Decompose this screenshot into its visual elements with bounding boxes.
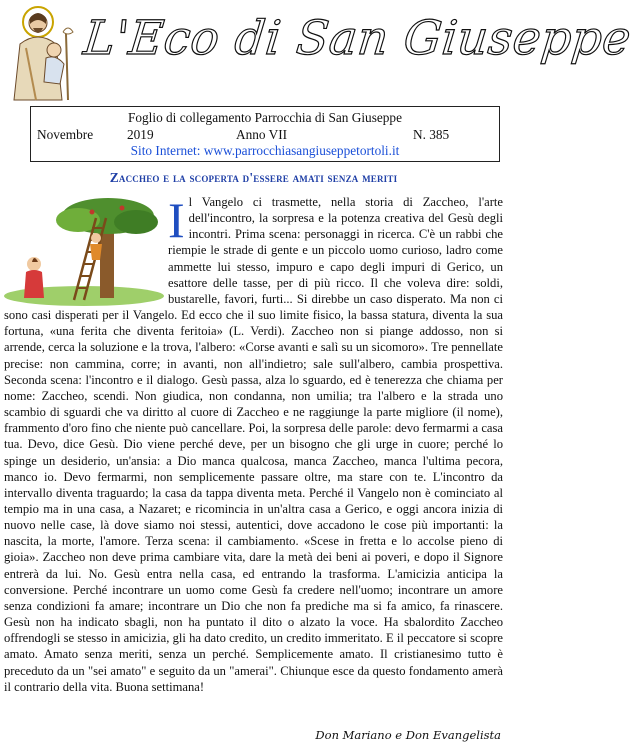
parish-info-box — [30, 106, 500, 162]
illustration-spacer — [4, 194, 168, 306]
article-signature: Don Mariano e Don Evangelista — [315, 728, 501, 742]
drop-cap: I — [168, 192, 185, 248]
parish-subtitle: Foglio di collegamento Parrocchia di San Giuseppe — [127, 110, 402, 125]
issue-number: N. 385 — [413, 127, 450, 142]
saint-joseph-with-child-icon — [6, 4, 78, 102]
article-body — [4, 194, 503, 695]
article-title: Zaccheo e la scoperta d'essere amati senza meriti — [109, 170, 398, 185]
issue-volume: Anno VII — [236, 127, 288, 142]
issue-month: Novembre — [37, 127, 94, 142]
article-text: l Vangelo ci trasmette, nella storia di Zaccheo, l'arte dell'incontro, la sorpresa e la potenza creativa del Gesù degli incontri. Prima scena: personaggi in ricerca. C'è un rabbi che riempie le strade di gente e un piccolo uomo curioso, ladro come ammette lui stesso, impuro e capo degli impuri di Gerico, un esattore delle tasse, per di più ricco. Il che voleva dire: soldi, bustarelle, favori, furti... Si direbbe un caso disperato. Ma non ci sono casi disperati per il Vangelo. Ed ecco che il suo limite fisico, la bassa statura, diventa la sua fortuna, «una ferita che diventa feritoia» (L. Verdi). Zaccheo non si piange addosso, non si arrende, cerca la soluzione e la trova, l'albero: «Corse avanti e salì su un sicomoro». Tre pennellate precise: non cammina, corre; in avanti, non all'indietro; sale sull'albero, cambia prospettiva. Seconda scena: l'incontro e il dialogo. Gesù passa, alza lo sguardo, ed è tenerezza che chiama per nome: Zaccheo, scendi. Non giudica, non condanna, non umilia; tra l'albero e la strada uno scambio di sguardi che va diritto al cuore di Zaccheo e ne raggiunge la parte migliore (il nome), frammento d'oro fino che niente può cancellare. Poi, la sorpresa delle parole: devo fermarmi a casa tua. Devo, dice Gesù. Dio viene perché deve, per un bisogno che gli urge in cuore; perché lo spinge un desiderio, un'ansia: a Dio manca qualcosa, manca Zaccheo, manca l'ultima pecora, manco io. Devo fermarmi, non semplicemente passare oltre, ma stare con te. L'incontro da intervallo diventa traguardo; la casa da tappa diventa meta. Perché il Vangelo non è cominciato al tempio ma in una casa, a Nazaret; e ricomincia in un'altra casa a Gerico, e oggi ancora inizia di nuovo nelle case, là dove siamo noi stessi, autentici, dove accadono le cose più importanti: la nascita, la morte, l'amore. Terza scena: il cambiamento. «Scese in fretta e lo accolse pieno di gioia». Zaccheo non deve prima cambiare vita, dare la metà dei beni ai poveri, e dopo il Signore entrerà da lui. No. Gesù entra nella casa, ed entrando la trasforma. L'amicizia anticipa la conversione. Perché incontrare un uomo come Gesù fa credere nell'uomo; incontrare un amore senza condizioni fa amare; incontrare un Dio che non fa prediche ma si fa amico, fa rinascere. Gesù non ha indicato sbagli, non ha puntato il dito o alzato la voce. Ha sbalordito Zaccheo offrendogli se stesso in amicizia, gli ha dato credito, un credito immeritato. E il peccatore si scopre amato. Amato senza meriti, senza un perché. Semplicemente amato. Il cristianesimo tutto è preceduto da un "sei amato" e seguito da un "amerai". Chiunque esce da questo fondamento amerà il contrario della vita. Buona settimana! — [4, 195, 503, 694]
issue-year: 2019 — [127, 127, 154, 142]
masthead-title: L'Eco di San Giuseppe — [81, 11, 634, 66]
website-link[interactable]: Sito Internet: www.parrocchiasangiuseppetortoli.it — [130, 143, 400, 158]
